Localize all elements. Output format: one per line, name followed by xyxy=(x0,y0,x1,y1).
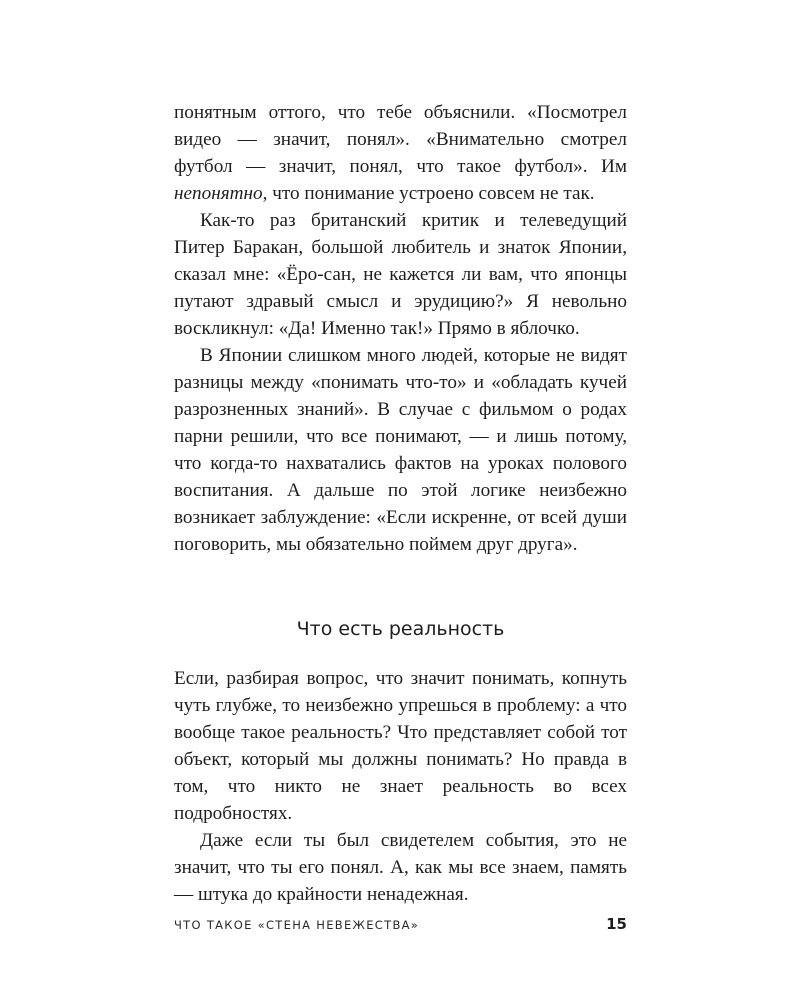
running-footer-title: ЧТО ТАКОЕ «СТЕНА НЕВЕЖЕСТВА» xyxy=(174,918,420,932)
text-block-top xyxy=(174,99,627,558)
section-heading: Что есть реальность xyxy=(296,618,505,640)
text-block-bottom xyxy=(174,665,627,908)
paragraph-1 xyxy=(174,99,627,207)
paragraph-5: Даже если ты был свидетелем события, это не значит, что ты его понял. А, как мы все знаем, память — штука до крайности ненадежная. xyxy=(174,830,627,905)
page-number: 15 xyxy=(606,915,627,933)
paragraph-2: Как-то раз британский критик и телеведущий Питер Баракан, большой любитель и знаток Японии, сказал мне: «Ёро-сан, не кажется ли вам, что японцы путают здравый смысл и эрудицию?» Я невольно воскликнул: «Да! Именно так!» Прямо в яблочко. xyxy=(174,210,627,339)
paragraph-1-text-start: понятным оттого, что тебе объяснили. «Посмотрел видео — значит, понял». «Внимательно смотрел футбол — значит, понял, что такое футбол». Им xyxy=(174,102,627,177)
paragraph-4: Если, разбирая вопрос, что значит понимать, копнуть чуть глубже, то неизбежно упрешься в проблему: а что вообще такое реальность? Что представляет собой тот объект, который мы должны понимать? Но правда в том, что никто не знает реальность во всех подробностях. xyxy=(174,668,627,824)
italic-emphasis: непонятно xyxy=(174,183,263,204)
paragraph-1-text-end: , что понимание устроено совсем не так. xyxy=(262,183,595,204)
paragraph-3: В Японии слишком много людей, которые не видят разницы между «понимать что-то» и «обладать кучей разрозненных знаний». В случае с фильмом о родах парни решили, что все понимают, — и лишь потому, что когда-то нахватались фактов на уроках полового воспитания. А дальше по этой логике неизбежно возникает заблуждение: «Если искренне, от всей души поговорить, мы обязательно поймем друг друга». xyxy=(174,345,627,555)
